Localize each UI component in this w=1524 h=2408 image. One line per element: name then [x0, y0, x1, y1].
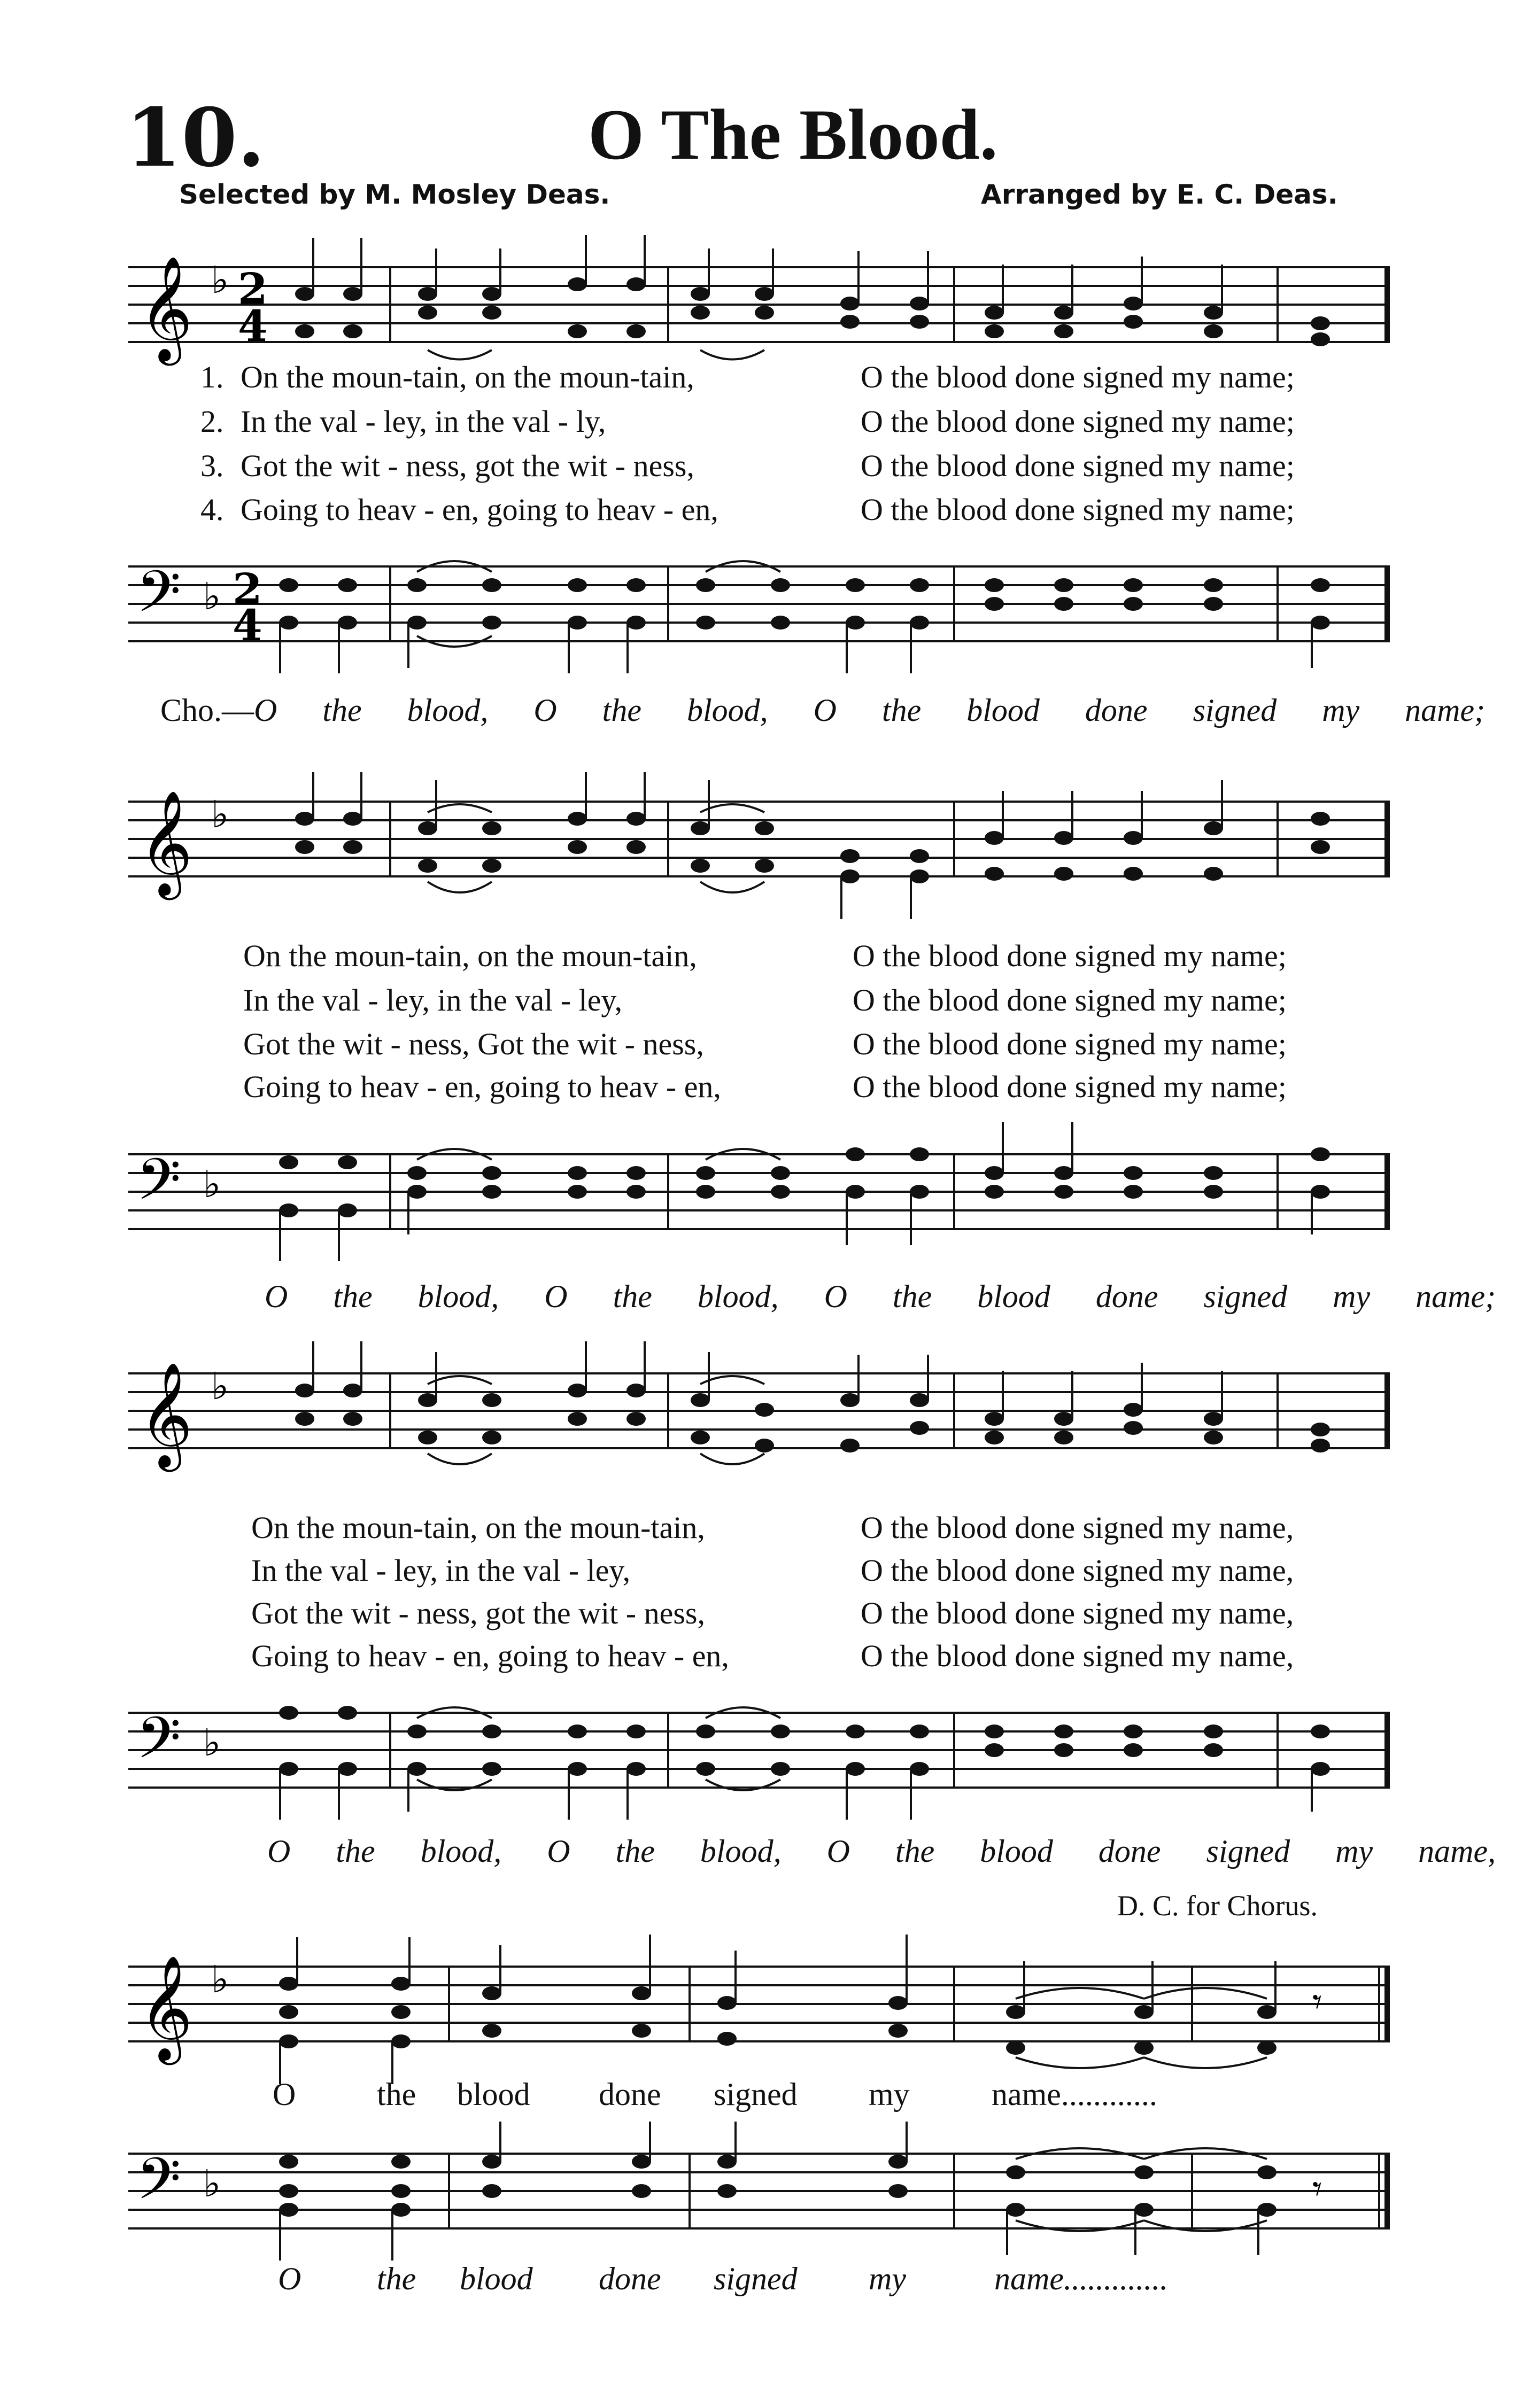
lyric-line: On the moun-tain, on the moun-tain, O the blood done signed my name,	[251, 1510, 1294, 1545]
svg-text:♭: ♭	[211, 793, 229, 836]
selected-by-credit: Selected by M. Mosley Deas.	[179, 179, 610, 210]
treble-staff-system-3	[128, 1331, 1390, 1491]
final-word: O	[273, 2077, 296, 2112]
lyric-line: Going to heav - en, going to heav - en, O the blood done signed my name;	[243, 1069, 1287, 1104]
bass-staff-system-4	[128, 2116, 1390, 2277]
chorus-label-line	[160, 692, 1485, 729]
lyric-line: On the moun-tain, on the moun-tain, O the blood done signed my name;	[243, 938, 1287, 973]
final-bass-word: signed	[714, 2261, 798, 2296]
lyric-line: Got the wit - ness, got the wit - ness, O the blood done signed my name,	[251, 1596, 1294, 1630]
svg-text:♭: ♭	[203, 2162, 221, 2205]
verse-line: 2. In the val - ley, in the val - ly, O the blood done signed my name;	[200, 404, 1295, 439]
dc-for-chorus: D. C. for Chorus.	[1117, 1890, 1318, 1922]
svg-text:♭: ♭	[211, 258, 229, 302]
verse-line: 1. On the moun-tain, on the moun-tain, O the blood done signed my name;	[200, 360, 1295, 394]
final-word: done	[599, 2077, 661, 2112]
svg-text:♭: ♭	[203, 574, 221, 618]
bass-response-2: O the blood, O the blood, O the blood done signed my name;	[265, 1279, 1496, 1314]
final-bass-word: my	[869, 2261, 906, 2296]
svg-text:2: 2	[238, 263, 268, 314]
svg-text:𝄢: 𝄢	[136, 1146, 181, 1227]
bass-response-3: O the blood, O the blood, O the blood done signed my name,	[267, 1834, 1496, 1869]
svg-text:𝄢: 𝄢	[136, 2145, 181, 2226]
svg-text:2: 2	[233, 564, 262, 614]
final-word: signed	[714, 2077, 798, 2112]
bass-staff-system-2	[128, 1117, 1390, 1277]
svg-text:♭: ♭	[211, 1364, 229, 1408]
svg-text:𝄞: 𝄞	[139, 790, 193, 896]
svg-text:4: 4	[233, 600, 262, 650]
svg-text:𝄞: 𝄞	[139, 1955, 193, 2061]
lyric-line: Going to heav - en, going to heav - en, O the blood done signed my name,	[251, 1638, 1294, 1673]
final-bass-word: done	[599, 2261, 661, 2296]
verse-line: 4. Going to heav - en, going to heav - en, O the blood done signed my name;	[200, 492, 1295, 527]
svg-text:𝄢: 𝄢	[136, 1704, 181, 1785]
svg-text:♭: ♭	[203, 1721, 221, 1765]
final-bass-word: the	[377, 2261, 416, 2296]
final-word: name............	[992, 2077, 1157, 2112]
svg-text:𝄞: 𝄞	[139, 255, 193, 361]
arranged-by-credit: Arranged by E. C. Deas.	[981, 179, 1338, 210]
bass-staff-system-1	[128, 529, 1390, 689]
svg-text:𝄾: 𝄾	[1312, 2167, 1322, 2211]
lyric-line: In the val - ley, in the val - ley, O the blood done signed my name,	[251, 1553, 1294, 1588]
final-bass-word: blood	[460, 2261, 533, 2296]
treble-staff-system-2	[128, 759, 1390, 919]
chorus-label: Cho.—	[160, 693, 254, 728]
lyric-line: In the val - ley, in the val - ley, O the blood done signed my name;	[243, 983, 1287, 1017]
svg-text:♭: ♭	[211, 1958, 229, 2001]
final-bass-word: O	[278, 2261, 301, 2296]
svg-text:♭: ♭	[203, 1162, 221, 1206]
hymn-number: 10.	[126, 91, 265, 185]
final-word: my	[869, 2077, 910, 2112]
lyric-line: Got the wit - ness, Got the wit - ness, O the blood done signed my name;	[243, 1027, 1287, 1061]
final-word: the	[377, 2077, 416, 2112]
bass-staff-system-3	[128, 1667, 1390, 1828]
svg-text:𝄾: 𝄾	[1312, 1980, 1322, 2024]
final-word: blood	[457, 2077, 530, 2112]
svg-text:4: 4	[238, 301, 268, 351]
hymn-title: O The Blood.	[588, 95, 998, 175]
verse-line: 3. Got the wit - ness, got the wit - ness, O the blood done signed my name;	[200, 448, 1295, 483]
final-bass-word: name.............	[994, 2261, 1168, 2296]
treble-staff-system-4	[128, 1924, 1390, 2084]
bass-response: O the blood, O the blood, O the blood done signed my name;	[254, 693, 1486, 728]
svg-text:𝄢: 𝄢	[136, 558, 181, 639]
svg-text:𝄞: 𝄞	[139, 1362, 193, 1467]
